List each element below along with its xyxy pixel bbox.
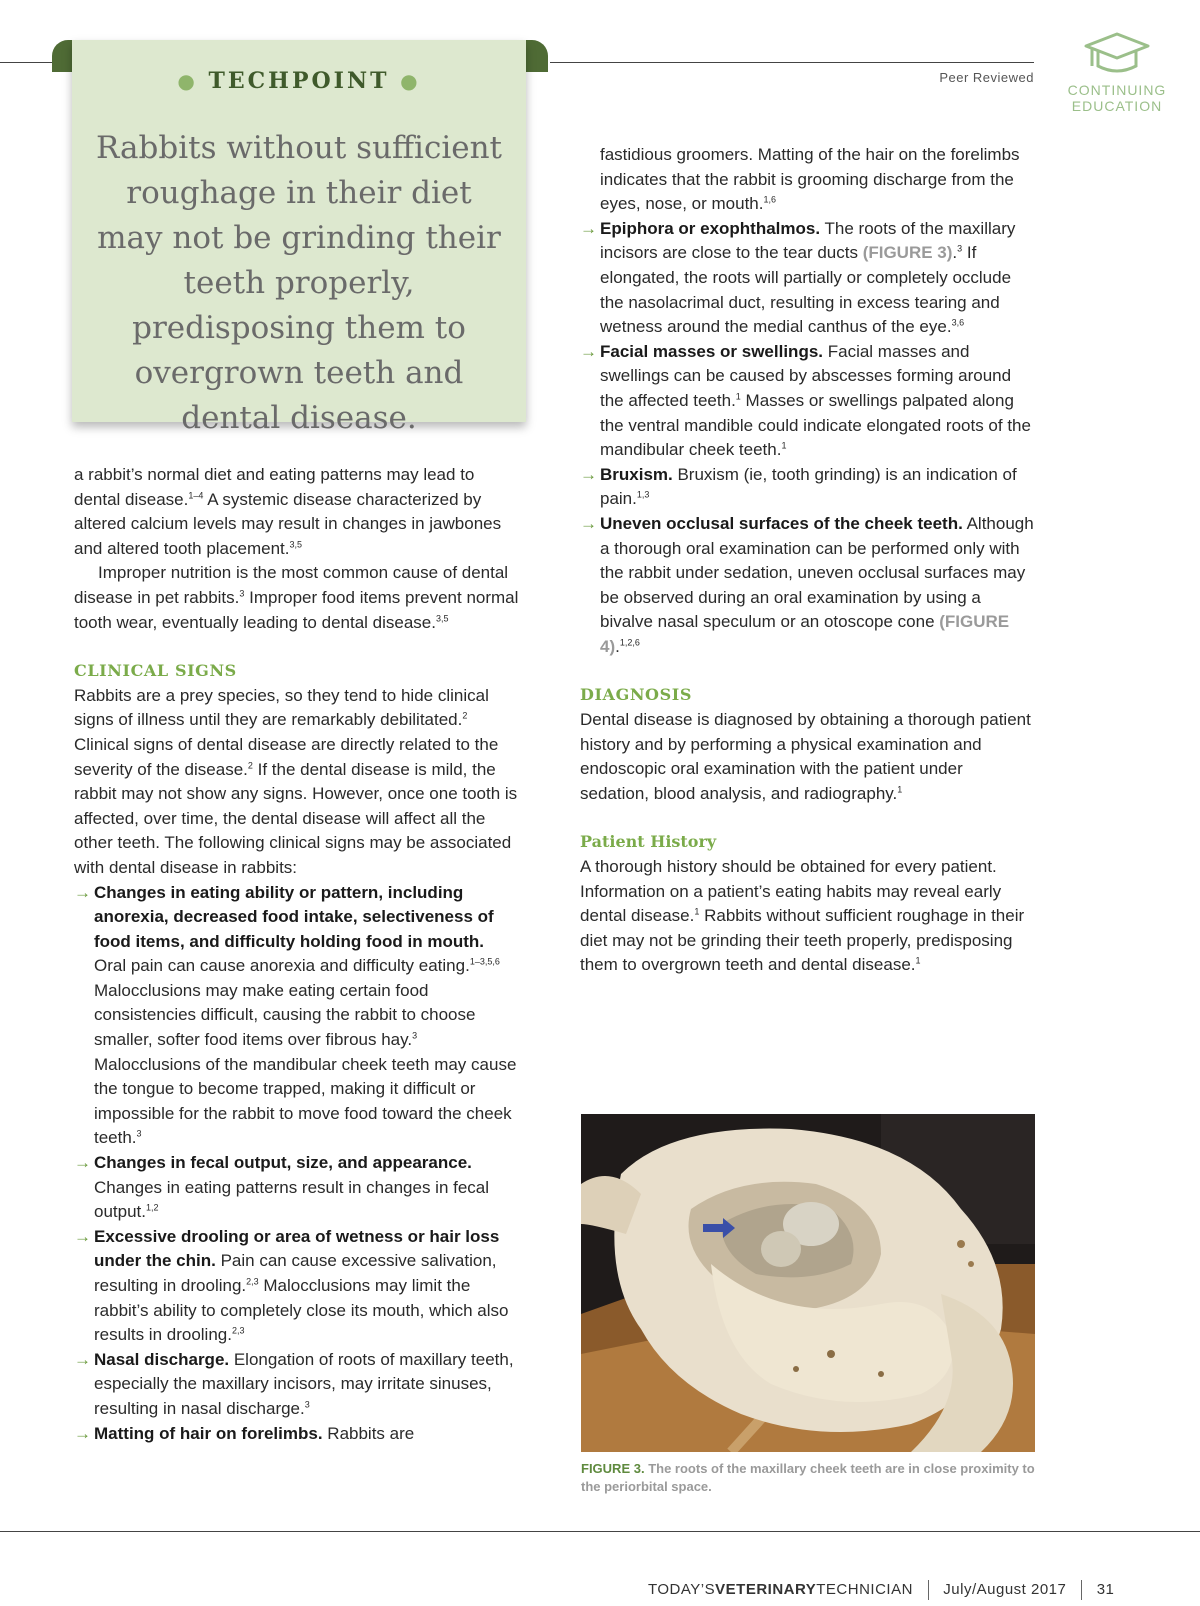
list-item-continuation: fastidious groomers. Matting of the hair on the forelimbs indicates that the rabbit is grooming discharge from the eyes, nose, or mouth.$^{1,6}$ bbox=[600, 145, 1020, 214]
list-item: → Changes in fecal output, size, and appearance. Changes in eating patterns result in changes in fecal output.$^{1,2}$ bbox=[74, 1153, 490, 1222]
left-column bbox=[74, 463, 520, 1446]
list-item: → Uneven occlusal surfaces of the cheek teeth. Although a thorough oral examination can be performed only with the rabbit under sedation, uneven occlusal surfaces may be observed during an oral examination by using a bivalve nasal speculum or an otoscope cone (FIGURE 4).$^{1,2,6}$ bbox=[580, 513, 1034, 656]
figure-3-label: FIGURE 3. bbox=[581, 1461, 645, 1476]
diagnosis-paragraph: Dental disease is diagnosed by obtaining a thorough patient history and by performing a physical examination and endoscopic oral examination with the patient under sedation, blood analysis, and radiography.$^1$ bbox=[580, 710, 1031, 803]
graduation-cap-icon bbox=[1082, 30, 1152, 76]
figure-4-link[interactable]: (FIGURE 4) bbox=[600, 612, 1010, 656]
patient-history-paragraph: A thorough history should be obtained for every patient. Information on a patient’s eating habits may reveal early dental disease.$^1$ Rabbits without sufficient roughage in their diet may not be grinding their teeth properly, predisposing them to overgrown teeth and dental disease.$^1$ bbox=[580, 857, 1025, 975]
bullet-dot-icon: ● bbox=[177, 69, 198, 93]
rabbit-skull-photo bbox=[581, 1114, 1035, 1452]
clinical-signs-paragraph: Rabbits are a prey species, so they tend to hide clinical signs of illness until they are remarkably debilitated.$^2$ Clinical signs of dental disease are directly related to the severity of the disease.$^2$ If the dental disease is mild, the rabbit may not show any signs. However, once one tooth is affected, over time, the dental disease will affect all the other teeth. The following clinical signs may be associated with dental disease in rabbits: bbox=[74, 685, 518, 877]
bullet-dot-icon: ● bbox=[400, 69, 421, 93]
list-item: → Matting of hair on forelimbs. Rabbits are bbox=[74, 1422, 520, 1447]
techpoint-title bbox=[72, 68, 526, 94]
ce-line1: CONTINUING bbox=[1067, 82, 1167, 98]
list-item: → Excessive drooling or area of wetness or hair loss under the chin. Pain can cause excessive salivation, resulting in drooling.$^{2,3}$ Malocclusions may limit the rabbit’s ability to completely close its mouth, which also results in drooling.$^{2,3}$ bbox=[74, 1226, 509, 1345]
techpoint-box bbox=[72, 40, 526, 436]
arrow-right-icon: → bbox=[74, 1153, 91, 1173]
arrow-right-icon: → bbox=[74, 882, 91, 902]
arrow-right-icon: → bbox=[580, 218, 597, 238]
patient-history-heading: Patient History bbox=[580, 832, 717, 852]
figure-3-link[interactable]: (FIGURE 3) bbox=[862, 243, 953, 263]
continuing-education-badge bbox=[1062, 30, 1172, 114]
figure-3-caption-text: The roots of the maxillary cheek teeth are in close proximity to the periorbital space. bbox=[581, 1461, 1035, 1494]
list-item: → Epiphora or exophthalmos. The roots of the maxillary incisors are close to the tear ducts (FIGURE 3).$^3$ If elongated, the roots will partially or completely occlude the nasolacrimal duct, resulting in excess tearing and wetness around the medial canthus of the eye.$^{3,6}$ bbox=[580, 218, 1016, 337]
arrow-right-icon: → bbox=[580, 513, 597, 533]
bottom-rule bbox=[0, 1531, 1200, 1532]
top-rule-right bbox=[550, 62, 1034, 63]
arrow-right-icon: → bbox=[74, 1423, 91, 1443]
ce-line2: EDUCATION bbox=[1071, 98, 1163, 114]
footer-divider bbox=[928, 1580, 929, 1600]
peer-reviewed-label: Peer Reviewed bbox=[939, 70, 1034, 85]
list-item: → Facial masses or swellings. Facial masses and swellings can be caused by abscesses forming around the affected teeth.$^1$ Masses or swellings palpated along the ventral mandible could indicate elongated roots of the mandibular cheek teeth.$^1$ bbox=[580, 341, 1031, 460]
right-column bbox=[580, 143, 1035, 978]
arrow-right-icon: → bbox=[580, 341, 597, 361]
brand-part-2: VETERINARY bbox=[715, 1580, 817, 1598]
techpoint-title-text: TECHPOINT bbox=[208, 68, 390, 94]
figure-3-caption bbox=[581, 1460, 1035, 1496]
techpoint-quote: Rabbits without sufficient roughage in their diet may not be grinding their teeth properly, predisposing them to overgrown teeth and dental disease. bbox=[95, 130, 503, 436]
page-number: 31 bbox=[1096, 1580, 1115, 1598]
clinical-signs-heading: CLINICAL SIGNS bbox=[74, 661, 237, 681]
list-item: → Nasal discharge. Elongation of roots of maxillary teeth, especially the maxillary incisors, may irritate sinuses, resulting in nasal discharge.$^3$ bbox=[74, 1349, 514, 1418]
footer-divider bbox=[1081, 1580, 1082, 1600]
arrow-right-icon: → bbox=[74, 1349, 91, 1369]
issue-date: July/August 2017 bbox=[943, 1580, 1067, 1598]
figure-3-image bbox=[581, 1114, 1035, 1452]
diagnosis-heading: DIAGNOSIS bbox=[580, 685, 692, 705]
brand-part-1: TODAY’S bbox=[648, 1580, 716, 1598]
list-item: → Changes in eating ability or pattern, including anorexia, decreased food intake, selectiveness of food items, and difficulty holding food in mouth. Oral pain can cause anorexia and difficulty eating.$^{1-3,5,6}$ Malocclusions may make eating certain food consistencies difficult, causing the rabbit to choose smaller, softer food items over fibrous hay.$^3$ Malocclusions of the mandibular cheek teeth may cause the tongue to become trapped, making it difficult or impossible for the rabbit to move food toward the cheek teeth.$^3$ bbox=[74, 882, 517, 1148]
brand-part-3: TECHNICIAN bbox=[816, 1580, 913, 1598]
arrow-right-icon: → bbox=[74, 1226, 91, 1246]
arrow-right-icon: → bbox=[580, 464, 597, 484]
list-item: → Bruxism. Bruxism (ie, tooth grinding) is an indication of pain.$^{1,3}$ bbox=[580, 464, 1017, 509]
top-rule-left bbox=[0, 62, 60, 63]
page-footer bbox=[648, 1580, 1114, 1600]
intro-paragraph: a rabbit’s normal diet and eating patterns may lead to dental disease.$^{1-4}$ A systemic disease characterized by altered calcium levels may result in changes in jawbones and altered tooth placement.$^{3,5}$ bbox=[74, 465, 502, 558]
nutrition-paragraph: Improper nutrition is the most common cause of dental disease in pet rabbits.$^3$ Improper food items prevent normal tooth wear, eventually leading to dental disease.$^{3,5}$ bbox=[74, 563, 519, 632]
